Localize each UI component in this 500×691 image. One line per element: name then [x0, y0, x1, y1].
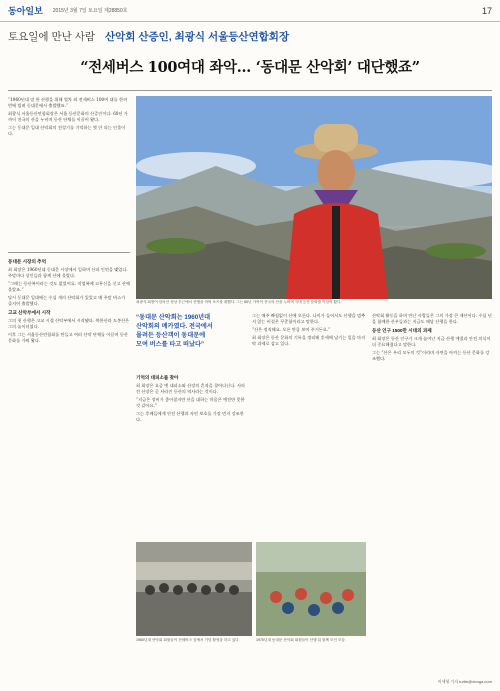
paragraph: “그때는 등산복이라는 것도 없었어요. 작업복에 고무신을 신고 산에 올랐죠.”	[8, 281, 130, 292]
page-number: 17	[481, 5, 492, 16]
paragraph: 당시 동대문 일대에는 수십 개의 산악회가 있었고 매 주말 버스가 줄지어 출발했다.	[8, 295, 126, 306]
paragraph: 그는 “산은 우리 모두의 것”이라며 자연을 아끼는 등산 문화를 강조했다.	[372, 350, 490, 361]
lede-paragraph: “1960년대 말 한 산행을 위해 열차 외 전세버스 100여 대를 한꺼번에 빌려 동대문에서 출발했죠.”	[8, 97, 128, 108]
byline: 이세형 기자 turtle@donga.com	[437, 679, 492, 684]
main-photo-illustration	[136, 96, 492, 299]
lede-text	[8, 97, 130, 249]
subheading: 기억의 대피소를 찾아	[136, 375, 179, 380]
headline: “전세버스 100여대 좌악… ‘동대문 산악회’ 대단했죠”	[80, 59, 420, 76]
paragraph: 그의 첫 산행은 고교 시절 산악부에서 시작됐다. 북한산과 도봉산은 그의 놀이터였다.	[8, 318, 130, 329]
paragraph: 최 회장은 1960년대 동대문 시장에서 일하며 산과 인연을 맺었다. 주말마다 상인들과 함께 산에 올랐다.	[8, 267, 128, 278]
archive-photo-2-caption: 1970년대 동대문 산악회 회원들이 산행 뒤 함께 모인 모습.	[256, 638, 346, 642]
publication-info: 2015년 3월 7일 토요일 제28850호	[52, 8, 128, 14]
section-subject: 산악회 산증인, 최광식 서울등산연합회장	[104, 30, 290, 43]
divider	[8, 90, 492, 91]
article-column-2	[136, 372, 246, 538]
paragraph: 최 회장은 등산 인구가 크게 늘어난 지금 산행 예절과 안전 의식이 더 중요해졌다고 말한다.	[372, 336, 491, 347]
newspaper-logo: 동아일보	[8, 6, 43, 16]
archive-photo-1-caption: 1960년대 산악회 회원들이 전세버스 앞에서 기념 촬영을 하고 있다.	[136, 638, 240, 642]
paragraph: 최 회장은 요즘 옛 대피소와 산장의 흔적을 찾아다닌다. 사라진 산장은 곧 사라진 등산의 역사라는 것이다.	[136, 383, 246, 394]
divider	[8, 252, 130, 253]
pull-quote	[136, 313, 246, 369]
pull-quote-line: 산악회의 메카였다. 전국에서	[136, 323, 213, 330]
archive-photo-1-illustration	[136, 542, 252, 636]
section-label: 토요일에 만난 사람	[8, 30, 95, 43]
lede-paragraph: 그는 동대문 일대 산악회의 전성기를 기억하는 몇 안 되는 인물이다.	[8, 125, 126, 136]
paragraph: “지금은 장비가 좋아졌지만 산을 대하는 마음은 예전만 못한 것 같아요.”	[136, 397, 245, 408]
main-photo-caption: 최광식 회장이 한라산 정상 부근에서 산행을 하며 포즈를 취했다. 그는 60년 가까이 전국의 산을 누비며 국내 등산 문화를 이끌어 왔다.	[136, 300, 342, 304]
archive-photo-1	[136, 542, 252, 636]
page-header	[0, 0, 500, 22]
subheading: 등산 인구 1500만 시대의 과제	[372, 328, 432, 333]
archive-photo-2-illustration	[256, 542, 366, 636]
subheading: 동대문 시장의 추억	[8, 259, 47, 264]
article-column-1	[8, 256, 130, 675]
pull-quote-line: 모여 버스를 타고 떠났다”	[136, 341, 205, 348]
paragraph: “산은 정직해요. 오른 만큼 보여 주거든요.”	[252, 327, 331, 332]
archive-photo-2	[256, 542, 366, 636]
subheading: 고교 산악부에서 시작	[8, 310, 51, 315]
section-header	[8, 25, 492, 47]
article-column-4	[372, 313, 492, 673]
pull-quote-line: “동대문 산악회는 1960년대	[136, 314, 211, 321]
pull-quote-line: 몰려든 등산객이 동대문에	[136, 332, 206, 339]
main-photo	[136, 96, 492, 299]
paragraph: 그는 후배들에게 안전 산행과 자연 보호를 가장 먼저 강조한다.	[136, 411, 244, 422]
paragraph: 이후 그는 서울등산연합회를 만들고 여러 산악 단체를 이끌며 등산 문화를 가꿔 왔다.	[8, 332, 128, 343]
paragraph: 산악회 활동을 하며 만난 사람들은 그의 가장 큰 재산이다. 수십 년을 함께한 산우들과는 지금도 매달 산행을 한다.	[372, 313, 492, 324]
paragraph: 그는 매주 빠짐없이 산에 오른다. 나이가 들어서도 산행을 멈추지 않는 비결은 꾸준함이라고 말한다.	[252, 313, 366, 324]
lede-paragraph: 최광식 서울등산연합회장은 서울 등산문화의 산증인이다. 60년 가까이 전국의 산을 누비며 등산 단체를 이끌어 왔다.	[8, 111, 128, 122]
paragraph: 최 회장은 등산 문화의 기록을 정리해 후세에 남기는 일을 마지막 과제로 삼고 있다.	[252, 335, 366, 346]
article-column-3	[252, 313, 366, 538]
